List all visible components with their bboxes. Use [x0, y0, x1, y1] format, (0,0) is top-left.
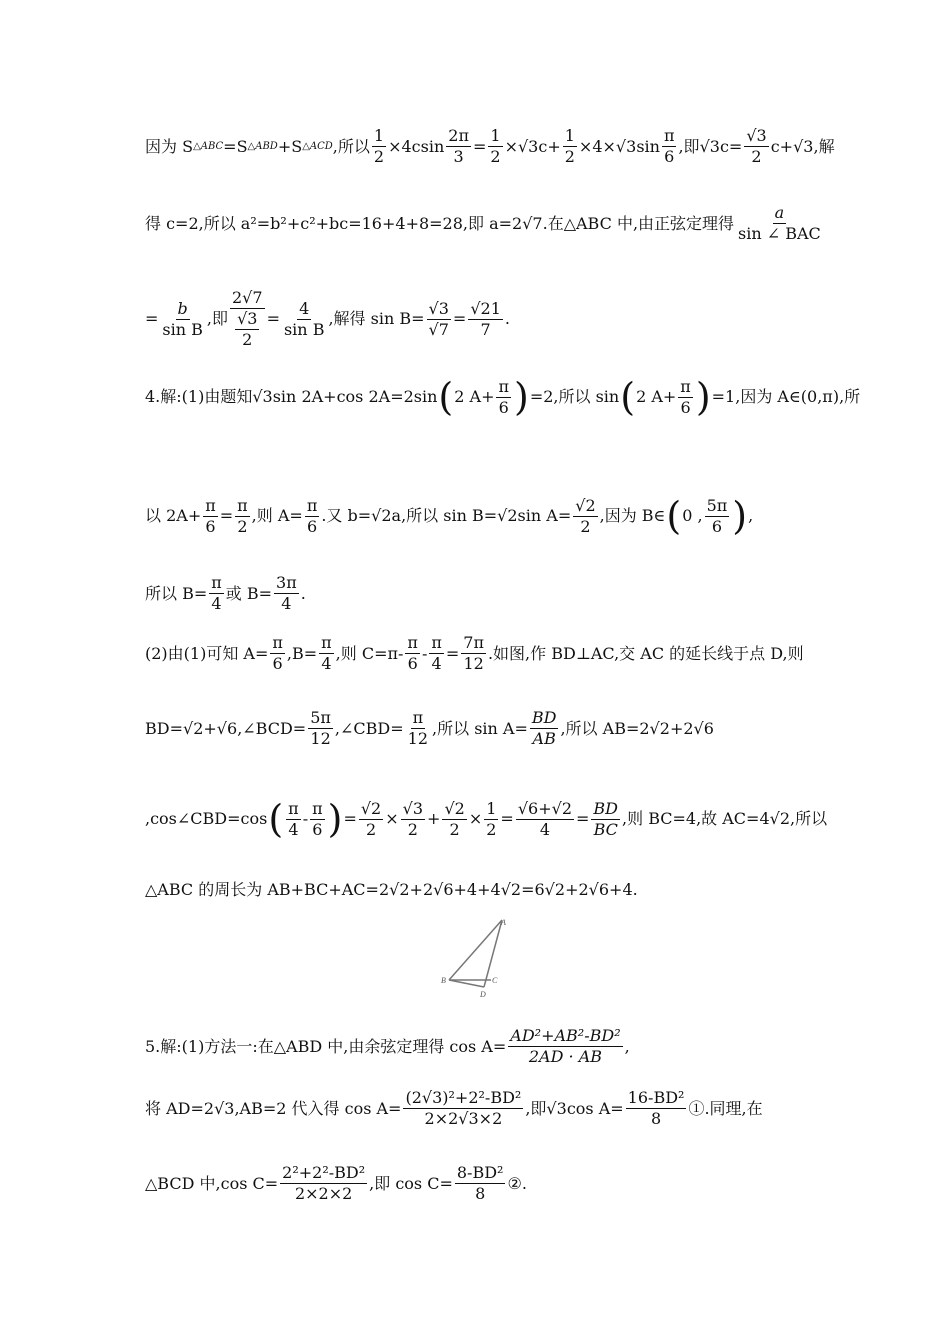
solution-line-9: ,cos∠CBD=cos ( $\frac{\pi}{4}$ - $\frac{\pi}{6}$ ) = √ $\frac{2}{2}$ × √ $\frac{3}{2}$ + √ $\frac{2}{2}$ × $\frac{1}{2}$ = √ $\frac{6+√ 2}{4}$ = $\frac{BD}{BC}$ ,则 BC=4,故 AC=4 √ 2 ,所以: [145, 800, 800, 838]
radical: √ 3: [793, 139, 813, 155]
solution-line-12: 将 AD=2 √ 3 ,AB=2 代入得 cos A= $\frac{\text{(2√3)²+2²-BD²}}{2\times 2√3\times 2}$ ,即 √ 3 cos A= $\frac{\text{16-BD²}}{8}$ ①.同理,在: [145, 1090, 800, 1127]
text: c+: [538, 136, 561, 156]
fraction: √ $\frac{21}{7}$: [468, 301, 503, 338]
fraction: $\frac{b}{\text{sin B}}$: [162, 298, 203, 339]
radical: √ 3: [700, 139, 720, 155]
solution-line-8: BD= √ 2 + √ 6 ,∠BCD= $\frac{5\pi}{12}$ ,∠CBD= $\frac{\pi}{12}$ ,所以 sin A= $\frac{BD}{AB}$ ,所以 AB=2 √ 2 +2 √ 6: [145, 710, 800, 747]
text: .在△ABC 中,由正弦定理得: [542, 213, 735, 233]
solution-line-3: = $\frac{b}{\text{sin B}}$ ,即 2√ 7 √ $\frac{3}{2}$ = $\frac{4}{\text{sin B}}$ ,解得 sin B= √ 3 √ 7 = √ $\frac{21}{7}$ .: [145, 290, 800, 348]
subscript: △ABD: [247, 140, 278, 152]
solution-line-4: 4.解:(1)由题知 √ 3 sin 2A+cos 2A=2sin ( 2 A+ $\frac{\pi}{6}$ ) =2,所以 sin ( 2 A+ $\frac{\pi}{6}$ ) =1,因为 A∈(0,π),所: [145, 378, 800, 416]
side-bd: [449, 980, 484, 987]
text: 因为 S: [145, 136, 194, 156]
label-a: A: [501, 918, 506, 927]
text: ,所以: [332, 136, 370, 156]
fraction: $\frac{1}{2}$: [373, 126, 385, 166]
text: =S: [223, 136, 248, 156]
label-b: B: [441, 976, 446, 985]
text: c+: [770, 136, 794, 156]
text: ×: [504, 136, 518, 156]
text: =: [472, 136, 487, 156]
text: ,解: [813, 136, 835, 156]
fraction: $\frac{a}{\text{sin ∠ BAC}}$: [738, 203, 821, 243]
subscript: △ABC: [193, 140, 224, 152]
fraction: √ 3 √ 7: [427, 301, 451, 338]
fraction: $\frac{2\pi}{3}$: [448, 126, 469, 166]
solution-line-11: 5.解:(1)方法一:在△ABD 中,由余弦定理得 cos A= $\frac{\text{AD²+AB²-BD²}}{2AD \cdot AB}$ ,: [145, 1026, 630, 1066]
solution-line-6: 所以 B= $\frac{\pi}{4}$ 或 B= $\frac{3\pi}{4}$ .: [145, 573, 306, 613]
fraction: √ $\frac{3}{2}$: [744, 128, 768, 165]
fraction: $\frac{1}{2}$: [564, 126, 575, 166]
text: ,即: [678, 136, 700, 156]
label-d: D: [480, 990, 486, 999]
subscript: △ACD: [302, 140, 333, 152]
solution-line-10: △ABC 的周长为 AB+BC+AC=2 √ 2 +2 √ 6 +4+4 √ 2 =6 √ 2 +2 √ 6 +4.: [145, 882, 800, 898]
solution-line-5: 以 2A+ $\frac{\pi}{6}$ = $\frac{\pi}{2}$ ,则 A= $\frac{\pi}{6}$ .又 b= √ 2 a,所以 sin B= √ 2 sin A= √ $\frac{2}{2}$ ,因为 B∈ ( 0 , $\frac{5\pi}{6}$ ) ,: [145, 497, 800, 535]
text: c=: [719, 136, 743, 156]
text: sin: [636, 136, 660, 156]
text: +S: [277, 136, 303, 156]
solution-line-13: △BCD 中,cos C= $\frac{\text{2²+2²-BD²}}{2\times 2\times 2}$ ,即 cos C= $\frac{\text{8-BD²}}{8}$ ②.: [145, 1163, 527, 1203]
label-c: C: [492, 976, 498, 985]
radical: √ 3: [616, 139, 636, 155]
text: ×4csin: [388, 136, 445, 156]
radical: √ 7: [522, 216, 542, 232]
fraction: $\frac{1}{2}$: [490, 126, 501, 166]
fraction: $\frac{4}{\text{sin B}}$: [283, 298, 325, 339]
solution-line-2: [145, 203, 821, 243]
radical: √ 3: [518, 139, 538, 155]
fraction: $\frac{\pi}{6}$: [663, 126, 675, 166]
fraction: 2√ 7 √ $\frac{3}{2}$: [230, 290, 265, 348]
solution-line-7: (2)由(1)可知 A= $\frac{\pi}{6}$ ,B= $\frac{\pi}{4}$ ,则 C=π- $\frac{\pi}{6}$ - $\frac{\pi}{4}$ = $\frac{7\pi}{12}$ .如图,作 BD⊥AC,交 AC 的延长线于点 D,则: [145, 633, 804, 673]
triangle-figure: [435, 915, 515, 1005]
text: 得 c=2,所以 a²=b²+c²+bc=16+4+8=28,即 a=2: [145, 213, 523, 233]
solution-line-1: [145, 126, 835, 166]
text: ×4×: [578, 136, 616, 156]
